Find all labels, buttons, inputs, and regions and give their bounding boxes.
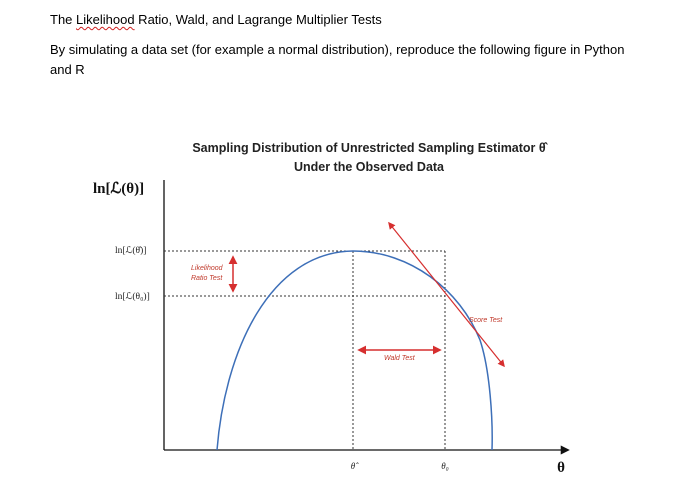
wald-label: Wald Test xyxy=(384,355,415,362)
document-title: The Likelihood Ratio, Wald, and Lagrange Multiplier Tests xyxy=(50,12,382,27)
lr-label-line-2: Ratio Test xyxy=(191,275,223,282)
figure-title-line-2: Under the Observed Data xyxy=(293,160,445,174)
score-test-arrow xyxy=(389,223,504,366)
x-axis-label: θ xyxy=(557,460,565,476)
ytick-upper-label: ln[ℒ(θ̂)] xyxy=(115,246,147,256)
lr-label-line-1: Likelihood xyxy=(191,265,223,272)
instruction-line-1: By simulating a data set (for example a normal distribution), reproduce the following figure in Python xyxy=(50,42,625,57)
score-label: Score Test xyxy=(469,317,503,324)
xtick-theta-hat: θ̂ xyxy=(350,461,356,471)
figure-title-line-1: Sampling Distribution of Unrestricted Sampling Estimator θ̂ xyxy=(192,141,546,155)
instruction-line-2: and R xyxy=(50,62,85,77)
y-axis-label: ln[ℒ(θ)] xyxy=(93,181,145,197)
spellcheck-word: Likelihood xyxy=(76,12,135,27)
log-likelihood-curve xyxy=(217,251,492,450)
xtick-theta-null: θ₀ xyxy=(441,461,449,471)
ytick-lower-label: ln[ℒ(θ₀)] xyxy=(115,292,150,302)
